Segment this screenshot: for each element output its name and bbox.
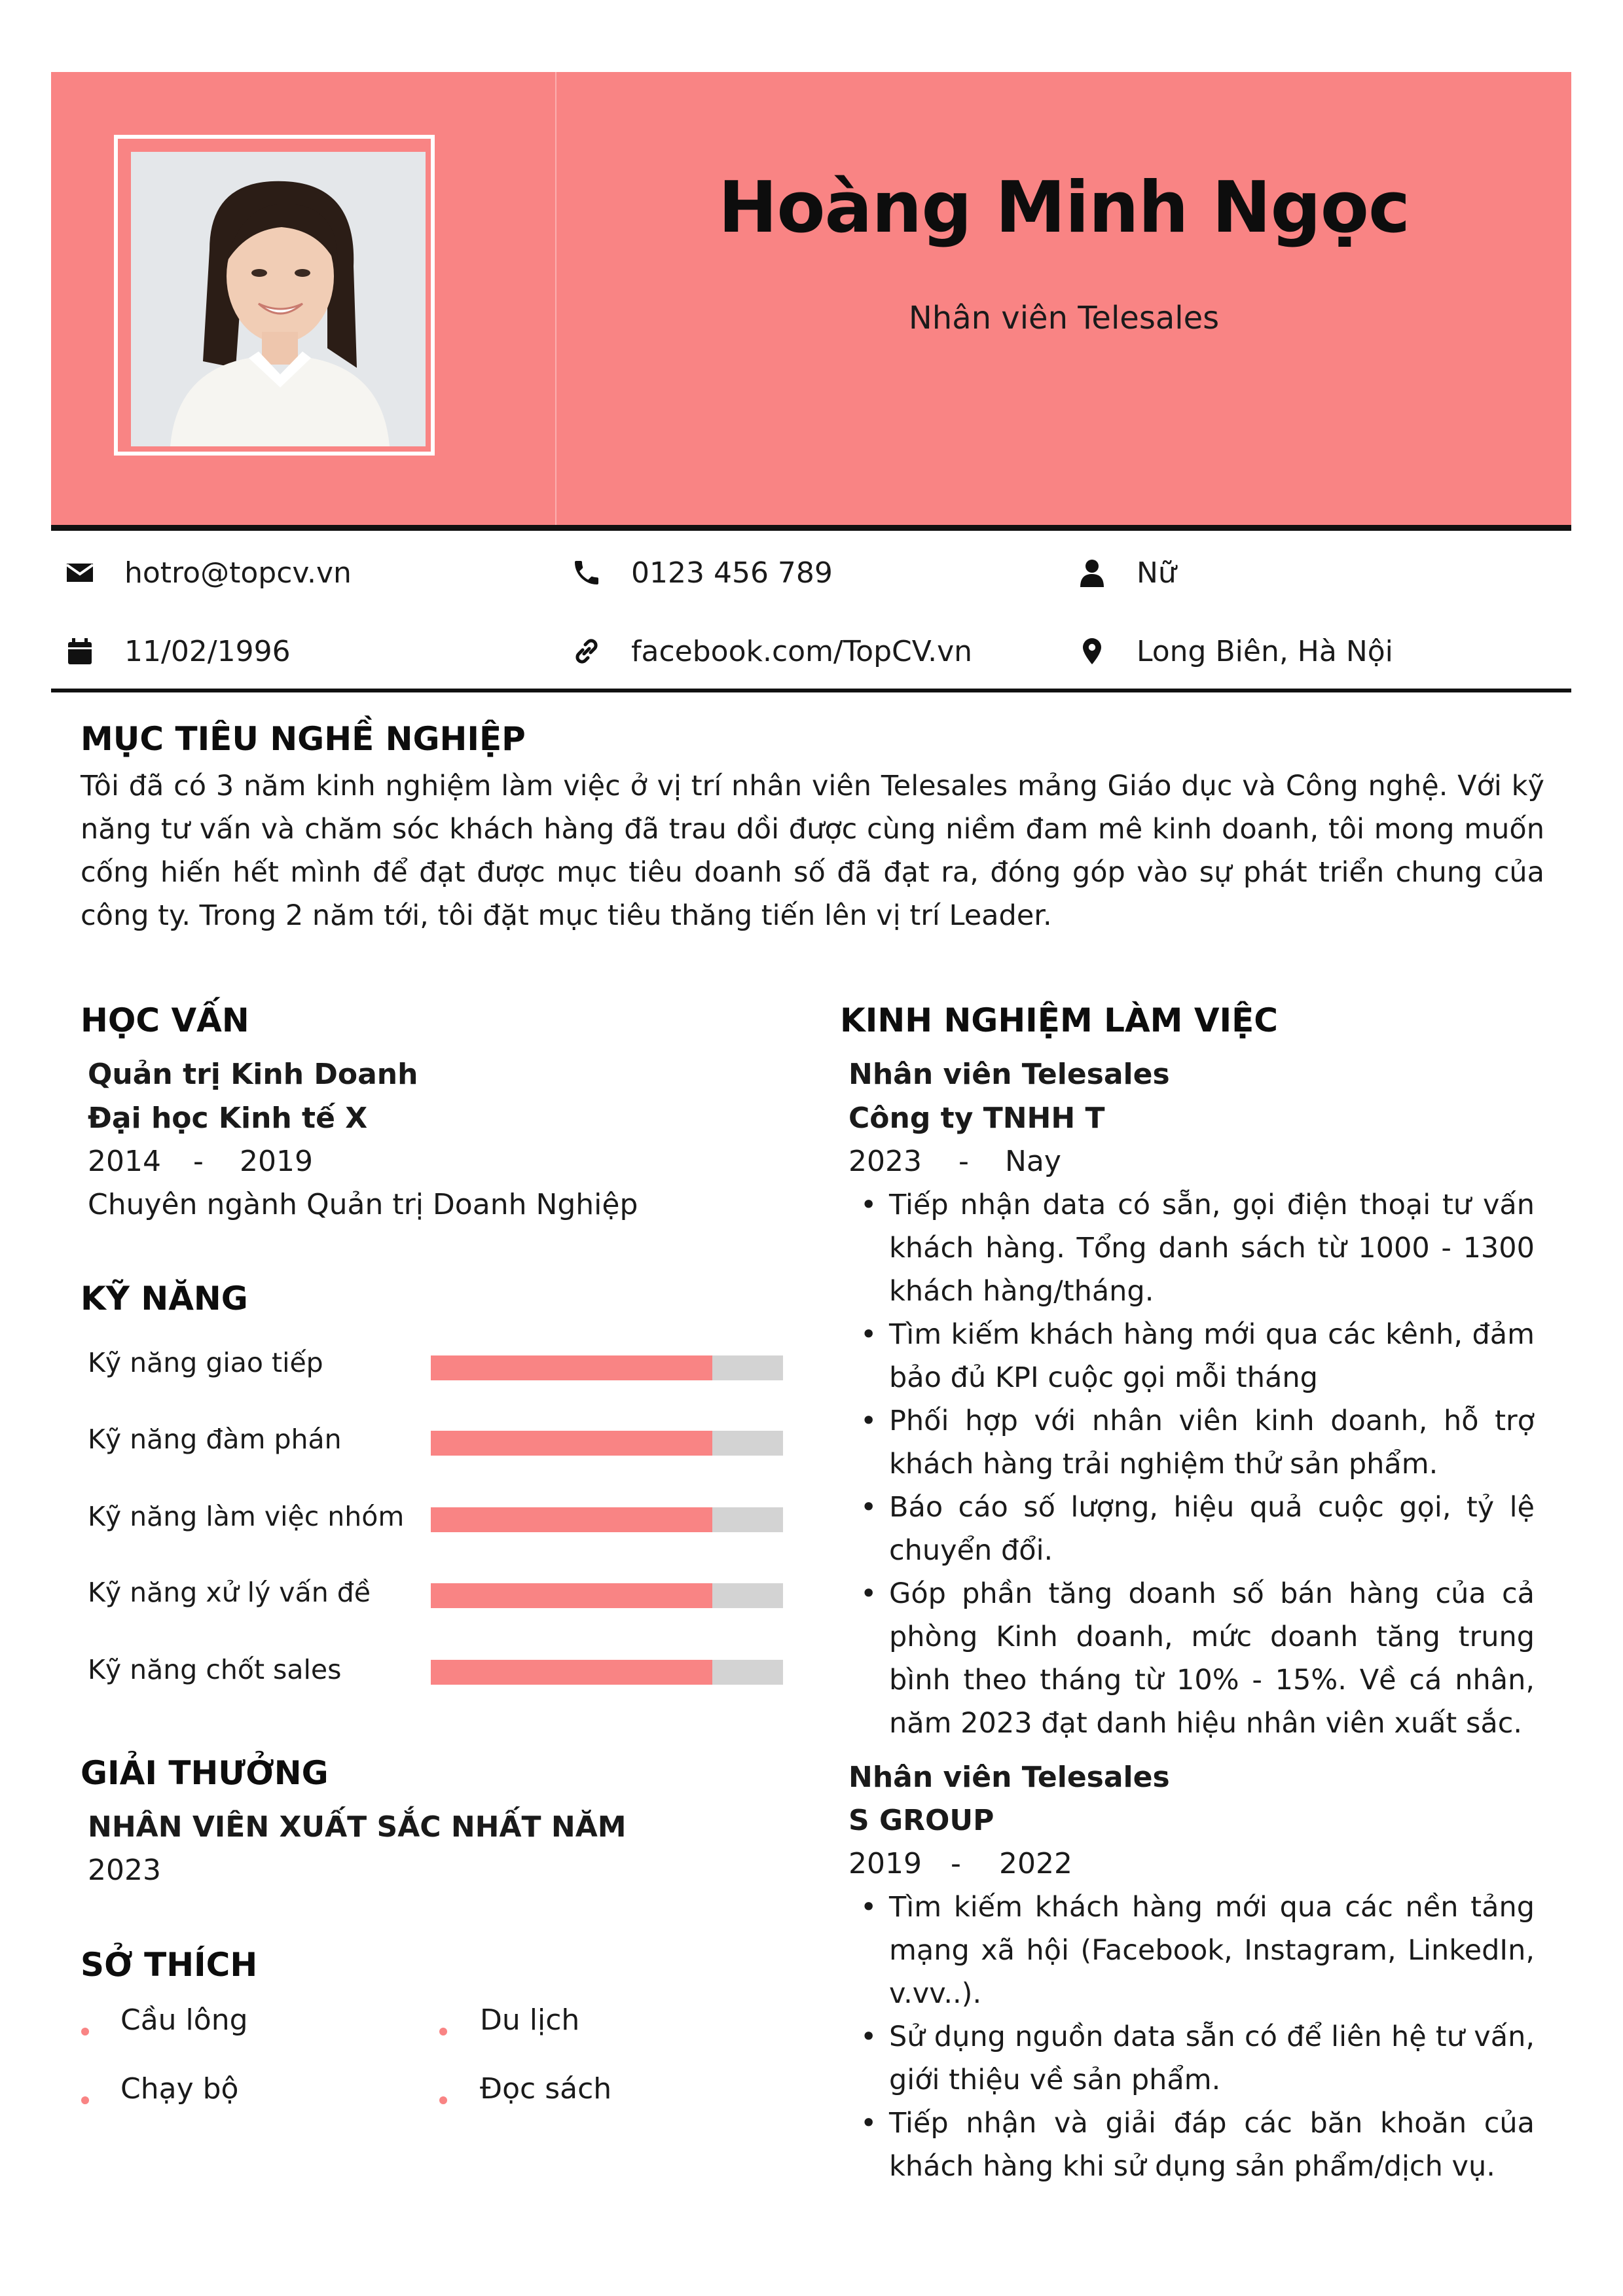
hobby-item: Cầu lông <box>120 2003 248 2037</box>
contact-birthday <box>64 632 291 671</box>
gender-value: Nữ <box>1137 556 1176 590</box>
job-company: Công ty TNHH T <box>848 1102 1105 1135</box>
skill-label: Kỹ năng làm việc nhóm <box>88 1501 405 1532</box>
contact-website <box>571 632 972 671</box>
objective-text: Tôi đã có 3 năm kinh nghiệm làm việc ở vị trí nhân viên Telesales mảng Giáo dục và Công nghệ. Với kỹ năng tư vấn và chăm sóc khách hàng đã trau dồi được cùng niềm đam mê kinh doanh, tôi mong muốn cống hiến hết mình để đạt được mục tiêu doanh số đã đạt ra, đóng góp vào sự phát triển chung của công ty. Trong 2 năm tới, tôi đặt mục tiêu thăng tiến lên vị trí Leader. <box>81 770 1544 932</box>
objective-heading: MỤC TIÊU NGHỀ NGHIỆP <box>81 720 526 758</box>
contact-gender <box>1076 553 1176 592</box>
profile-photo-illustration <box>131 152 426 446</box>
job-duty: • Báo cáo số lượng, hiệu quả cuộc gọi, tỷ lệ chuyển đổi. <box>851 1486 1535 1572</box>
email-value: hotro@topcv.vn <box>124 556 352 590</box>
skill-bar-fill <box>431 1660 712 1685</box>
skill-bar <box>431 1583 783 1608</box>
skill-bar <box>431 1431 783 1456</box>
envelope-icon <box>64 557 96 588</box>
contact-address <box>1076 632 1393 671</box>
hobby-item: Du lịch <box>480 2003 580 2037</box>
contact-email <box>64 553 352 592</box>
link-icon <box>571 636 602 667</box>
job-start: 2019 <box>848 1847 922 1880</box>
job-duty: • Góp phần tăng doanh số bán hàng của cả phòng Kinh doanh, mức doanh tăng trung bình theo tháng từ 10% - 15%. Về cá nhân, năm 2023 đạt danh hiệu nhân viên xuất sắc. <box>851 1572 1535 1745</box>
job-duty: • Tiếp nhận và giải đáp các băn khoăn của khách hàng khi sử dụng sản phẩm/dịch vụ. <box>851 2102 1535 2188</box>
hobby-bullet <box>439 2096 447 2104</box>
skill-bar-fill <box>431 1431 712 1456</box>
job-company: S GROUP <box>848 1804 994 1837</box>
divider-top <box>51 525 1571 531</box>
skill-label: Kỹ năng giao tiếp <box>88 1347 323 1378</box>
hobbies-heading: SỞ THÍCH <box>81 1946 258 1984</box>
map-pin-icon <box>1076 636 1108 667</box>
job-end: Nay <box>1005 1145 1061 1178</box>
skill-bar <box>431 1355 783 1380</box>
job-duty: • Phối hợp với nhân viên kinh doanh, hỗ trợ khách hàng trải nghiệm thử sản phẩm. <box>851 1399 1535 1486</box>
job-duties <box>851 1886 1535 2188</box>
job-duties <box>851 1183 1535 1745</box>
education-date-separator: - <box>193 1145 204 1178</box>
skill-bar <box>431 1660 783 1685</box>
job-start: 2023 <box>848 1145 922 1178</box>
education-end: 2019 <box>240 1145 313 1178</box>
skills-heading: KỸ NĂNG <box>81 1280 248 1318</box>
skill-bar-fill <box>431 1583 712 1608</box>
education-detail: Chuyên ngành Quản trị Doanh Nghiệp <box>88 1188 638 1221</box>
profile-photo <box>131 152 426 446</box>
job-date-separator: - <box>951 1847 961 1880</box>
job-role: Nhân viên Telesales <box>848 1058 1170 1091</box>
job-duty: • Tìm kiếm khách hàng mới qua các nền tảng mạng xã hội (Facebook, Instagram, LinkedIn, v.vv..). <box>851 1886 1535 2015</box>
hobby-item: Chạy bộ <box>120 2072 239 2106</box>
award-title: NHÂN VIÊN XUẤT SẮC NHẤT NĂM <box>88 1810 627 1844</box>
skill-bar-fill <box>431 1355 712 1380</box>
hobby-item: Đọc sách <box>480 2072 612 2106</box>
award-year: 2023 <box>88 1854 161 1887</box>
education-heading: HỌC VẤN <box>81 1001 249 1039</box>
candidate-title: Nhân viên Telesales <box>908 300 1220 336</box>
phone-value: 0123 456 789 <box>631 556 833 590</box>
job-end: 2022 <box>999 1847 1072 1880</box>
skill-label: Kỹ năng chốt sales <box>88 1654 342 1685</box>
calendar-icon <box>64 636 96 667</box>
contact-phone <box>571 553 833 592</box>
skill-label: Kỹ năng xử lý vấn đề <box>88 1577 371 1608</box>
job-date-separator: - <box>958 1145 969 1178</box>
education-major: Quản trị Kinh Doanh <box>88 1058 418 1091</box>
address-value: Long Biên, Hà Nội <box>1137 634 1393 668</box>
divider-bottom <box>51 689 1571 692</box>
education-school: Đại học Kinh tế X <box>88 1102 368 1135</box>
hobby-bullet <box>81 2096 89 2104</box>
job-duty: • Sử dụng nguồn data sẵn có để liên hệ tư vấn, giới thiệu về sản phẩm. <box>851 2015 1535 2102</box>
awards-heading: GIẢI THƯỞNG <box>81 1754 329 1792</box>
website-value[interactable]: facebook.com/TopCV.vn <box>631 634 973 668</box>
skill-bar <box>431 1507 783 1532</box>
phone-icon <box>571 557 602 588</box>
person-icon <box>1076 557 1108 588</box>
experience-heading: KINH NGHIỆM LÀM VIỆC <box>840 1001 1278 1039</box>
education-start: 2014 <box>88 1145 161 1178</box>
hobby-bullet <box>81 2028 89 2036</box>
birthday-value: 11/02/1996 <box>124 634 291 668</box>
skill-label: Kỹ năng đàm phán <box>88 1424 342 1455</box>
skill-bar-fill <box>431 1507 712 1532</box>
job-duty: • Tiếp nhận data có sẵn, gọi điện thoại tư vấn khách hàng. Tổng danh sách từ 1000 - 1300 khách hàng/tháng. <box>851 1183 1535 1313</box>
hobby-bullet <box>439 2028 447 2036</box>
candidate-name: Hoàng Minh Ngọc <box>718 167 1410 249</box>
job-role: Nhân viên Telesales <box>848 1761 1170 1794</box>
job-duty: • Tìm kiếm khách hàng mới qua các kênh, đảm bảo đủ KPI cuộc gọi mỗi tháng <box>851 1313 1535 1399</box>
